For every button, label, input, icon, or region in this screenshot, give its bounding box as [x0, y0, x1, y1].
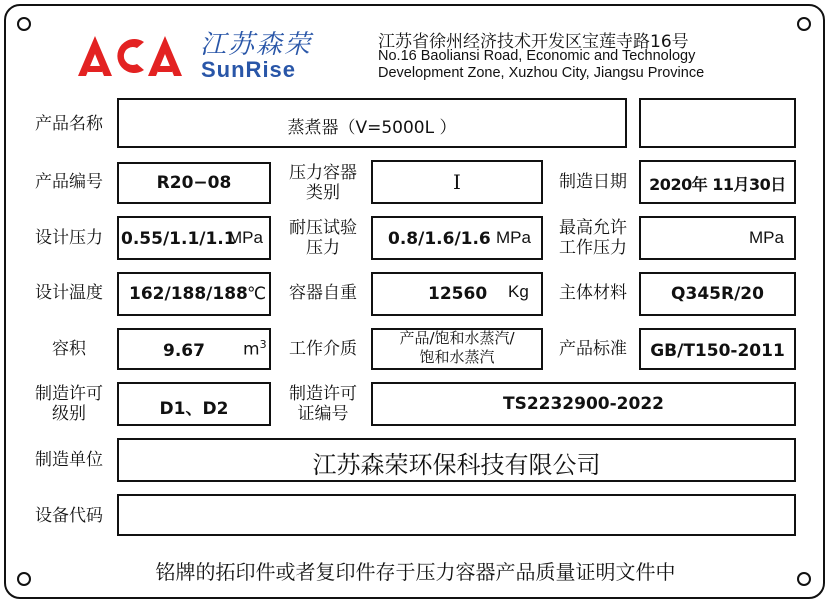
product-name-value: 蒸煮器（V=5000L ）	[287, 118, 457, 138]
self-weight-unit: Kg	[508, 282, 529, 301]
manufacturer-label: 制造单位	[35, 450, 103, 470]
test-pressure-value: 0.8/1.6/1.6	[388, 229, 491, 249]
test-pressure-label: 耐压试验 压力	[289, 218, 357, 258]
license-level-label: 制造许可 级别	[35, 384, 103, 424]
max-pressure-unit: MPa	[749, 228, 784, 247]
company-logo	[74, 26, 319, 84]
mounting-hole	[17, 17, 31, 31]
volume-label: 容积	[52, 339, 86, 359]
main-material-label: 主体材料	[559, 283, 627, 303]
max-pressure-label: 最高允许 工作压力	[559, 218, 627, 258]
design-temp-unit: ℃	[247, 284, 267, 304]
product-no-label: 产品编号	[35, 172, 103, 192]
standard-value: GB/T150-2011	[650, 341, 785, 361]
medium-value: 产品/饱和水蒸汽/ 饱和水蒸汽	[399, 329, 515, 366]
volume-unit-base: m	[243, 339, 260, 360]
address-en-line1: No.16 Baoliansi Road, Economic and Technology	[378, 48, 696, 64]
design-pressure-value: 0.55/1.1/1.1	[121, 229, 236, 249]
address-en-line2: Development Zone, Xuzhou City, Jiangsu Province	[378, 65, 705, 81]
design-pressure-unit: MPa	[228, 228, 263, 247]
volume-unit-sup: 3	[259, 338, 267, 351]
mfg-date-value: 2020年 11月30日	[649, 175, 786, 194]
test-pressure-unit: MPa	[496, 228, 531, 247]
manufacturer-value: 江苏森荣环保科技有限公司	[312, 451, 601, 479]
volume-unit	[243, 338, 267, 360]
design-pressure-label: 设计压力	[35, 228, 103, 248]
footer-note: 铭牌的拓印件或者复印件存于压力容器产品质量证明文件中	[155, 560, 676, 584]
design-temp-value: 162/188/188	[129, 284, 248, 304]
mfg-date-label: 制造日期	[559, 172, 627, 192]
address-cn: 江苏省徐州经济技术开发区宝莲寺路16号	[378, 32, 689, 52]
main-material-value: Q345R/20	[671, 284, 764, 304]
product-name-label: 产品名称	[35, 114, 103, 134]
volume-value: 9.67	[163, 341, 205, 361]
self-weight-label: 容器自重	[289, 283, 357, 303]
license-level-value: D1、D2	[159, 399, 229, 419]
product-no-value: R20−08	[156, 173, 232, 193]
equipment-code-label: 设备代码	[35, 506, 103, 526]
mounting-hole	[797, 17, 811, 31]
logo-name-en: SunRise	[201, 57, 297, 82]
standard-label: 产品标准	[559, 339, 627, 359]
license-no-label: 制造许可 证编号	[289, 384, 357, 424]
medium-label: 工作介质	[289, 339, 357, 359]
aca-logo-mark	[74, 32, 186, 78]
vessel-class-label: 压力容器 类别	[289, 163, 357, 203]
logo-name-cn: 江苏森荣	[200, 30, 313, 60]
equipment-code-box	[117, 494, 796, 536]
self-weight-value: 12560	[428, 284, 488, 304]
license-no-value: TS2232900-2022	[502, 394, 664, 414]
vessel-class-value: I	[453, 170, 461, 194]
extra-box	[639, 98, 796, 148]
design-temp-label: 设计温度	[35, 283, 103, 303]
